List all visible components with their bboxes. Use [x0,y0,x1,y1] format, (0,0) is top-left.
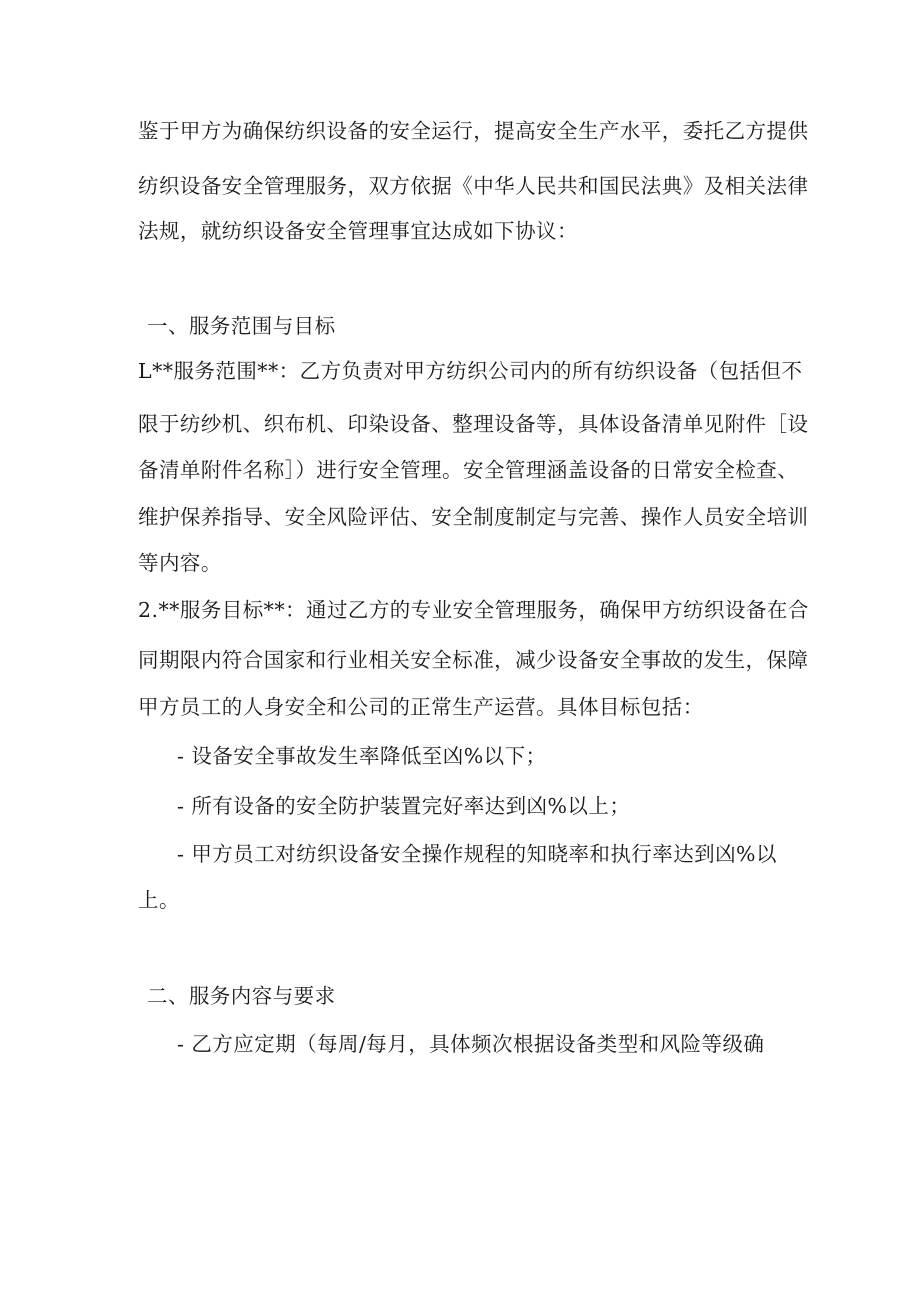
section-1-heading: 一、服务范围与目标 [147,314,336,338]
scope-line-3: 备清单附件名称］）进行安全管理。安全管理涵盖设备的日常安全检查、 [138,458,799,482]
scope-line-1: L**服务范围**：乙方负责对甲方纺织公司内的所有纺织设备（包括但不 [138,359,803,383]
section-2-heading: 二、服务内容与要求 [147,984,336,1008]
target-line-1: 2.**服务目标**：通过乙方的专业安全管理服务，确保甲方纺织设备在合 [138,598,809,622]
intro-line-3: 法规，就纺织设备安全管理事宜达成如下协议： [138,219,578,243]
goal-item-2: - 所有设备的安全防护装置完好率达到凶%以上； [177,794,631,818]
target-line-2: 同期限内符合国家和行业相关安全标准，减少设备安全事故的发生，保障 [138,648,809,672]
scope-line-4: 维护保养指导、安全风险评估、安全制度制定与完善、操作人员安全培训 [138,505,809,529]
service-item-1: - 乙方应定期（每周/每月，具体频次根据设备类型和风险等级确 [177,1032,765,1056]
target-line-3: 甲方员工的人身安全和公司的正常生产运营。具体目标包括： [138,695,704,719]
scope-line-5: 等内容。 [138,551,222,575]
goal-item-1: - 设备安全事故发生率降低至凶%以下； [177,744,547,768]
goal-item-3-line-1: - 甲方员工对纺织设备安全操作规程的知晓率和执行率达到凶%以 [177,842,777,866]
scope-line-2: 限于纺纱机、织布机、印染设备、整理设备等，具体设备清单见附件［设 [138,412,809,436]
intro-line-2: 纺织设备安全管理服务，双方依据《中华人民共和国民法典》及相关法律 [138,174,809,198]
intro-line-1: 鉴于甲方为确保纺织设备的安全运行，提高安全生产水平，委托乙方提供 [138,119,809,143]
goal-item-3-line-2: 上。 [138,888,180,912]
